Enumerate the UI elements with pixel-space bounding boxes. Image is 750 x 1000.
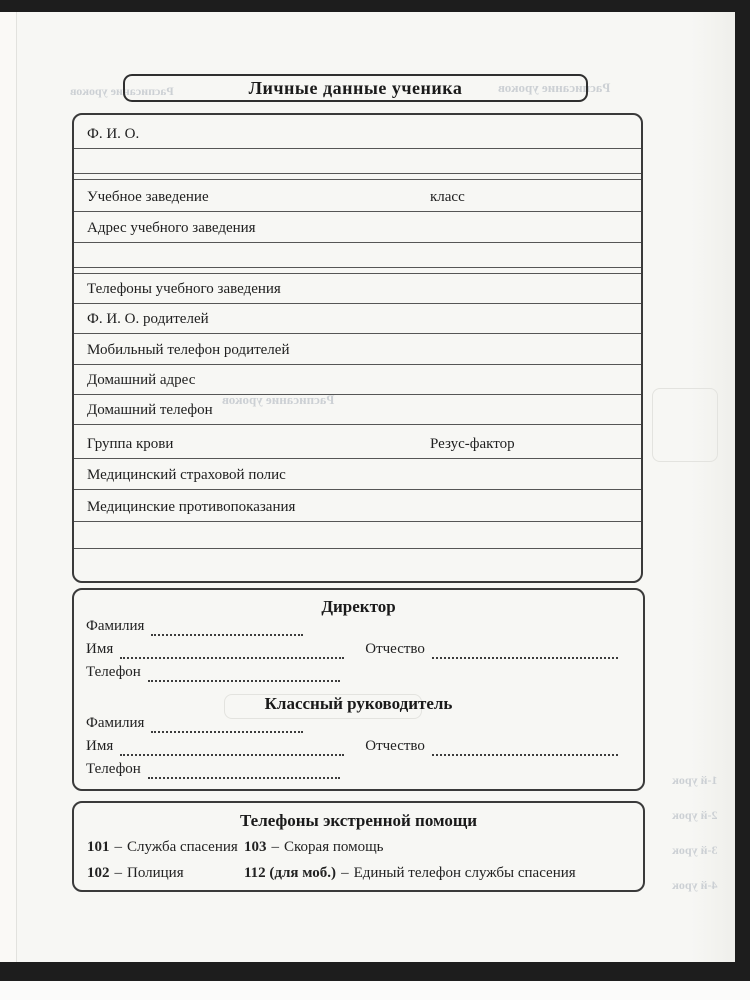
dotted-leader: [151, 731, 303, 733]
ghost-showthrough-text: 3-й урок: [672, 843, 718, 857]
emergency-item-112: [244, 862, 576, 884]
emergency-heading: Телефоны экстренной помощи: [239, 811, 478, 830]
emergency-number: 101: [87, 839, 110, 855]
emergency-label: Служба спасения: [127, 839, 238, 855]
row-label: Домашний телефон: [87, 402, 213, 418]
table-row-home-address: [74, 365, 641, 395]
emergency-item-101: [87, 836, 244, 858]
row-label: Адрес учебного заведения: [87, 220, 256, 236]
table-row-fio: [74, 115, 641, 149]
ghost-showthrough-text: Расписание уроков: [498, 80, 611, 95]
phone-label: Телефон: [86, 664, 141, 680]
director-name-patronymic-field: [74, 641, 643, 664]
table-row-home-phone: [74, 395, 641, 425]
emergency-item-103: [244, 836, 383, 858]
dash: –: [114, 839, 122, 855]
emergency-phones-box: [72, 801, 645, 892]
director-section: [74, 596, 643, 687]
row-label-rhesus: Резус-фактор: [430, 436, 515, 452]
name-label: Имя: [86, 641, 114, 657]
contacts-box: [72, 588, 645, 791]
dash: –: [114, 865, 122, 881]
emergency-number: 103: [244, 839, 267, 855]
ghost-showthrough-text: 2-й урок: [672, 808, 718, 822]
emergency-number: 112 (для моб.): [244, 865, 337, 881]
table-row-blank: [74, 549, 641, 581]
surname-label: Фамилия: [86, 715, 145, 731]
patronymic-label: Отчество: [365, 641, 425, 657]
dotted-leader: [432, 657, 618, 659]
ghost-showthrough-text: Расписание уроков: [222, 392, 335, 407]
table-row-med-contraindications: [74, 490, 641, 522]
row-label: Медицинские противопоказания: [87, 499, 296, 515]
table-row-school: [74, 180, 641, 212]
row-label: Ф. И. О.: [87, 126, 140, 142]
emergency-item-102: [87, 862, 244, 884]
director-phone-field: [74, 664, 643, 687]
page-left-edge: [0, 12, 16, 962]
patronymic-label: Отчество: [365, 738, 425, 754]
table-row-school-phones: [74, 274, 641, 304]
class-teacher-section: [74, 693, 643, 784]
emergency-label: Полиция: [127, 865, 184, 881]
surname-label: Фамилия: [86, 618, 145, 634]
dotted-leader: [120, 657, 344, 659]
row-label: Телефоны учебного заведения: [87, 281, 281, 297]
emergency-label: Единый телефон службы спасения: [353, 865, 576, 881]
dotted-leader: [120, 754, 344, 756]
dotted-leader: [432, 754, 618, 756]
table-row-parents-fio: [74, 304, 641, 334]
table-row-blood-group: [74, 425, 641, 459]
row-label: Медицинский страховой полис: [87, 467, 286, 483]
class-teacher-surname-field: [74, 715, 643, 738]
page-title: Личные данные ученика: [248, 77, 463, 98]
table-row-school-address: [74, 212, 641, 243]
dotted-leader: [148, 777, 340, 779]
page-title-box: [123, 74, 588, 102]
scan-bottom-strip: [0, 981, 750, 1000]
row-label: Ф. И. О. родителей: [87, 311, 209, 327]
row-label: Домашний адрес: [87, 372, 196, 388]
table-row-blank: [74, 243, 641, 268]
director-surname-field: [74, 618, 643, 641]
student-data-table: [72, 113, 643, 583]
table-row-blank: [74, 522, 641, 549]
emergency-row: [74, 862, 643, 884]
emergency-number: 102: [87, 865, 110, 881]
phone-label: Телефон: [86, 761, 141, 777]
dash: –: [271, 839, 279, 855]
ghost-showthrough-text: 4-й урок: [672, 878, 718, 892]
row-label-class: класс: [430, 189, 465, 205]
table-row-med-policy: [74, 459, 641, 490]
emergency-label: Скорая помощь: [284, 839, 384, 855]
class-teacher-name-patronymic-field: [74, 738, 643, 761]
dotted-leader: [151, 634, 303, 636]
table-row-blank: [74, 149, 641, 174]
ghost-showthrough-text: Расписание уроков: [70, 84, 174, 98]
dotted-leader: [148, 680, 340, 682]
director-heading: Директор: [321, 597, 396, 616]
table-row-parents-mobile: [74, 334, 641, 365]
ghost-showthrough-text: 1-й урок: [672, 773, 718, 787]
row-label: Группа крови: [87, 436, 174, 452]
emergency-row: [74, 836, 643, 858]
page-edge-line: [16, 12, 17, 962]
row-label: Учебное заведение: [87, 189, 209, 205]
row-label: Мобильный телефон родителей: [87, 342, 290, 358]
class-teacher-phone-field: [74, 761, 643, 784]
class-teacher-heading: Классный руководитель: [264, 694, 453, 713]
dash: –: [341, 865, 349, 881]
name-label: Имя: [86, 738, 114, 754]
